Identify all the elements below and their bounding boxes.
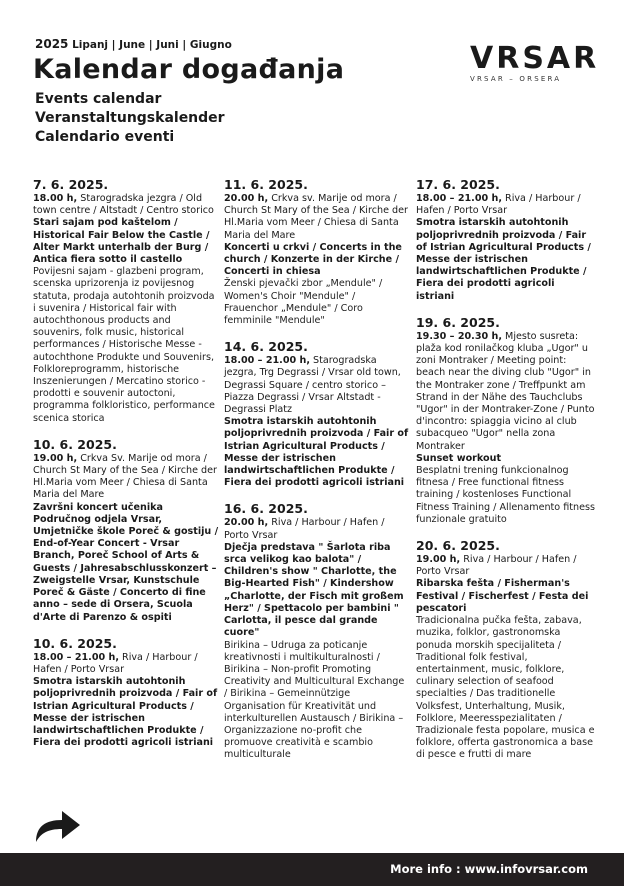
vrsar-logo — [470, 41, 600, 83]
event-time: 20.00 h, — [224, 517, 269, 529]
subtitle-german: Veranstaltungskalender — [35, 110, 225, 126]
event-date: 10. 6. 2025. — [33, 635, 117, 651]
edition-date — [35, 37, 232, 51]
event-description: Birikina – Udruga za poticanje kreativnosti i multikulturalnosti / Birikina – Non-profit Promoting Creativity and Multicultural Exchange / Birikina – Gemeinnützige Organisation für Kreativität und interkulturellen Austausch / Birikina – Organizzazione no-profit che promuove creatività e scambio multiculturale — [224, 639, 405, 761]
event-time: 18.00 – 21.00 h, — [224, 355, 310, 367]
event-date: 20. 6. 2025. — [416, 538, 500, 554]
event-meta — [224, 517, 410, 541]
event-place: Riva / Harbour / Hafen / Porto Vrsar — [224, 517, 385, 541]
event-date: 7. 6. 2025. — [33, 177, 109, 192]
event-date: 16. 6. 2025. — [224, 501, 308, 517]
event-time: 18.00 – 21.00 h, — [416, 193, 502, 204]
event-date: 19. 6. 2025. — [416, 314, 500, 330]
event-meta — [33, 652, 219, 676]
events-column-1 — [33, 178, 219, 762]
event-place: Riva / Harbour / Hafen / Porto Vrsar — [416, 554, 577, 578]
events-column-3 — [416, 178, 596, 775]
footer-bar — [0, 853, 624, 886]
event-place: Starogradska jezgra, Trg Degrassi / Vrsar old town, Degrassi Square / centro storico – Piazza Degrassi / Vrsar Altstadt - Degrassi Platz — [224, 355, 401, 416]
event-meta — [224, 355, 410, 416]
subtitle-group — [35, 90, 225, 147]
event-item — [33, 637, 219, 750]
arrow-right-icon[interactable] — [34, 808, 82, 844]
event-item — [224, 178, 410, 327]
event-title: Smotra istarskih autohtonih poljoprivrednih proizvoda / Fair of Istrian Agricultural Products / Messe der istrischen landwirtschaftlichen Produkte / Fiera dei prodotti agricoli istriani — [224, 416, 409, 489]
event-description: Besplatni trening funkcionalnog fitnesa / Free functional fitness training / kostenloses Functional Fitness Training / Allenamento fitness funzionale gratuito — [416, 465, 596, 525]
event-title: Ribarska fešta / Fisherman's Festival / Fischerfest / Festa dei pescatori — [416, 578, 589, 614]
subtitle-english: Events calendar — [35, 91, 162, 107]
event-title: Smotra istarskih autohtonih poljoprivrednih proizvoda / Fair of Istrian Agricultural Products / Messe der istrischen landwirtschaftlichen Produkte / Fiera dei prodotti agricoli istriani — [33, 676, 218, 749]
event-time: 19.00 h, — [416, 554, 461, 566]
event-place: Mjesto susreta: plaža kod ronilačkog kluba „Ugor" u zoni Montraker / Meeting point: beach near the diving club "Ugor" in the Montraker zone / Treffpunkt am Strand in der Nähe des Tauchclubs "Ugor" in der Montraker-Zone / Punto d'incontro: spiaggia vicino al club subacqueo "Ugor" nella zona Montraker — [416, 330, 595, 452]
event-item — [224, 502, 410, 761]
event-date: 17. 6. 2025. — [416, 177, 500, 192]
subtitle-italian: Calendario eventi — [35, 129, 175, 145]
event-item — [416, 539, 596, 761]
event-place: Starogradska jezgra / Old town centre / Altstadt / Centro storico — [33, 193, 214, 217]
event-description: Povijesni sajam - glazbeni program, scenska uprizorenja iz povijesnog statuta, prodaja autohtonih proizvoda i suvenira / Historical fair with autochthonous products and souvenirs, folk music, historical performances / Historische Messe - autochthone Produkte und Souvenirs, Folkloreprogramm, historische Inszenierungen / Mercatino storico - prodotti e souvenir autoctoni, programma folkloristico, performance scenica storica — [33, 266, 215, 424]
page-title: Kalendar događanja — [33, 54, 345, 85]
more-info-link[interactable]: More info : www.infovrsar.com — [390, 862, 588, 876]
event-place: Crkva sv. Marije od mora / Church St Mary of the Sea / Kirche der Hl.Maria vom Meer / Chiesa di Santa Maria del Mare — [224, 193, 408, 241]
edition-months: Lipanj | June | Juni | Giugno — [72, 39, 232, 51]
event-place: Riva / Harbour / Hafen / Porto Vrsar — [416, 193, 581, 217]
logo-subtitle: VRSAR – ORSERA — [470, 75, 562, 83]
events-column-2 — [224, 178, 410, 775]
event-meta — [416, 193, 596, 217]
event-title: Koncerti u crkvi / Concerts in the church / Konzerte in der Kirche / Concerti in chiesa — [224, 241, 402, 278]
event-time: 20.00 h, — [224, 193, 269, 204]
event-meta — [33, 193, 219, 217]
event-title: Smotra istarskih autohtonih poljoprivrednih proizvoda / Fair of Istrian Agricultural Products / Messe der istrischen landwirtschaftlichen Produkte / Fiera dei prodotti agricoli istriani — [416, 217, 591, 302]
event-item — [416, 178, 596, 303]
event-time: 19.30 – 20.30 h, — [416, 330, 502, 342]
event-meta — [33, 453, 219, 502]
event-item — [33, 438, 219, 624]
event-date: 10. 6. 2025. — [33, 436, 117, 452]
event-item — [224, 340, 410, 489]
event-time: 19.00 h, — [33, 452, 78, 464]
edition-year: 2025 — [35, 37, 69, 51]
event-time: 18.00 – 21.00 h, — [33, 651, 119, 663]
event-meta — [224, 193, 410, 242]
event-time: 18.00 h, — [33, 193, 78, 204]
event-description: Tradicionalna pučka fešta, zabava, muzika, folklor, gastronomska ponuda morskih specijaliteta / Traditional folk festival, entertainment, music, folklore, culinary selection of seafood specialties / Das traditionelle Volksfest, Unterhaltung, Musik, Folklore, Meeresspezialitaten / Tradizionale festa popolare, musica e folklore, offerta gastronomica a base di pesce e frutti di mare — [416, 615, 595, 761]
event-title: Dječja predstava " Šarlota riba srca velikog kao balota" / Children's show " Charlotte, the Big-Hearted Fish" / Kindershow „Charlotte, der Fisch mit großem Herz" / Spettacolo per bambini " Carlotta, il pesce dal grande cuore" — [224, 541, 404, 639]
event-place: Crkva Sv. Marije od mora / Church St Mary of the Sea / Kirche der Hl.Maria vom Meer / Chiesa di Santa Maria del Mare — [33, 452, 217, 501]
event-description: Ženski pjevački zbor „Mendule" / Women's Choir "Mendule" / Frauenchor „Mendule" / Coro femminile "Mendule" — [224, 278, 383, 327]
event-title: Završni koncert učenika Područnog odjela Vrsar, Umjetničke škole Poreč & gostiju / End-of-Year Concert - Vrsar Branch, Poreč School of Arts & Guests / Jahresabschlusskonzert – Zweigstelle Vrsar, Kunstschule Poreč & Gäste / Concerto di fine anno – sede di Orsera, Scuola d'Arte di Parenzo & ospiti — [33, 501, 219, 623]
event-meta — [416, 554, 596, 578]
event-date: 11. 6. 2025. — [224, 177, 308, 192]
event-title: Sunset workout — [416, 452, 502, 464]
event-title: Stari sajam pod kaštelom / Historical Fair Below the Castle / Alter Markt unterhalb der Burg / Antica fiera sotto il castello — [33, 217, 210, 266]
event-item — [416, 316, 596, 526]
event-meta — [416, 331, 596, 453]
event-date: 14. 6. 2025. — [224, 339, 308, 355]
logo-mark: VRSAR — [470, 41, 600, 76]
event-item — [33, 178, 219, 425]
event-place: Riva / Harbour / Hafen / Porto Vrsar — [33, 651, 198, 675]
